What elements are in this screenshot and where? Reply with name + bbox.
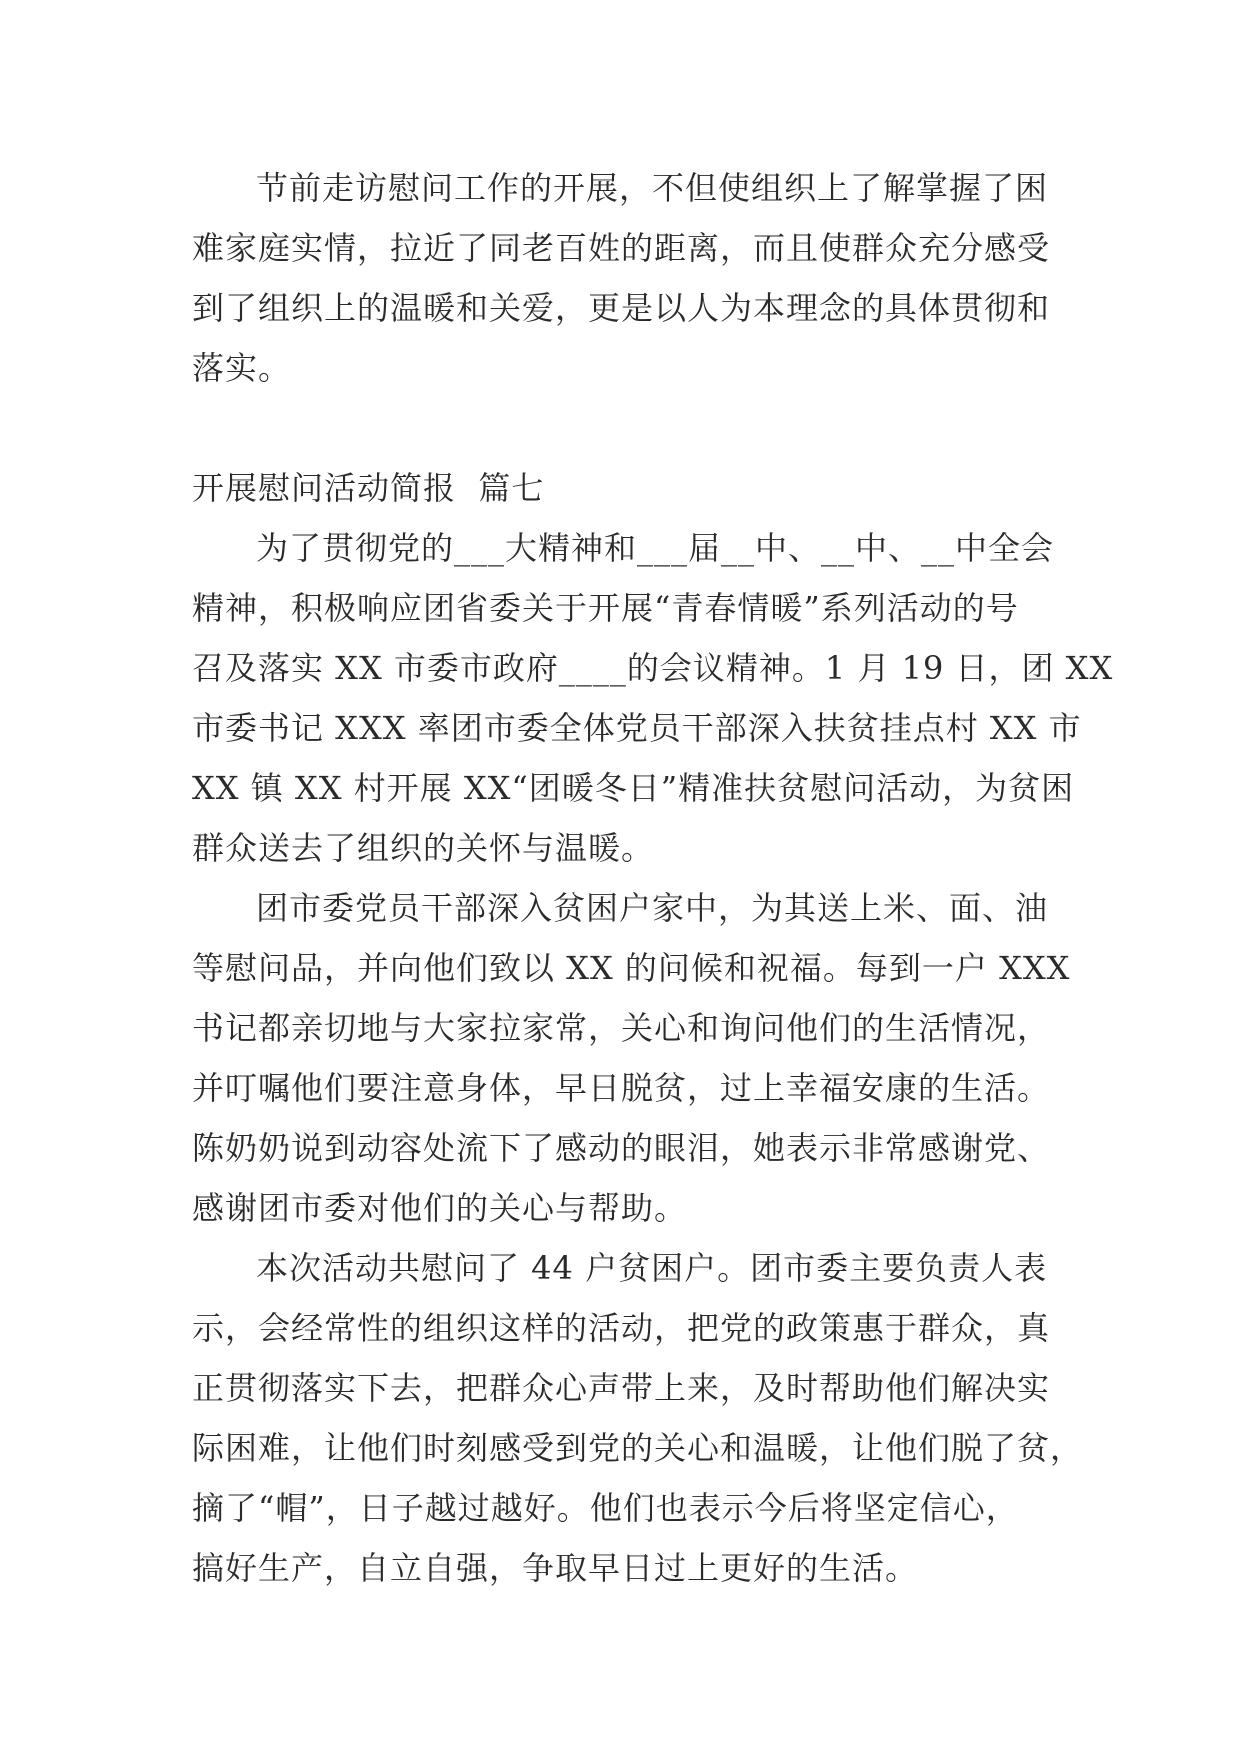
section-title: 开展慰问活动简报 篇七 xyxy=(192,469,545,507)
text-line: 摘了“帽”，日子越过越好。他们也表示今后将坚定信心， xyxy=(192,1489,1019,1527)
text-line: 团市委党员干部深入贫困户家中，为其送上米、面、油 xyxy=(256,889,1049,927)
text-line: 书记都亲切地与大家拉家常，关心和询问他们的生活情况， xyxy=(192,1009,1051,1047)
paragraph-3 xyxy=(192,1238,1084,1598)
text-line: 到了组织上的温暖和关爱，更是以人为本理念的具体贯彻和 xyxy=(192,289,1051,327)
text-line: 为了贯彻党的___大精神和___届__中、__中、__中全会 xyxy=(256,529,1055,567)
text-line: 群众送去了组织的关怀与温暖。 xyxy=(192,829,655,867)
text-line: XX 镇 XX 村开展 XX“团暖冬日”精准扶贫慰问活动，为贫困 xyxy=(192,769,1075,807)
document-page xyxy=(192,158,1114,1598)
text-line: 召及落实 XX 市委市政府____的会议精神。1 月 19 日，团 XX xyxy=(192,649,1114,687)
intro-paragraph xyxy=(192,158,1052,398)
text-line: 陈奶奶说到动容处流下了感动的眼泪，她表示非常感谢党、 xyxy=(192,1129,1051,1167)
text-line: 感谢团市委对他们的关心与帮助。 xyxy=(192,1189,688,1227)
text-line: 节前走访慰问工作的开展，不但使组织上了解掌握了困 xyxy=(256,169,1049,207)
text-line: 市委书记 XXX 率团市委全体党员干部深入扶贫挂点村 XX 市 xyxy=(192,709,1082,747)
section-gap xyxy=(192,398,1052,458)
text-line: 搞好生产，自立自强，争取早日过上更好的生活。 xyxy=(192,1549,919,1587)
text-line: 精神，积极响应团省委关于开展“青春情暖”系列活动的号 xyxy=(192,589,1019,627)
text-line: 本次活动共慰问了 44 户贫困户。团市委主要负责人表 xyxy=(256,1249,1048,1287)
text-line: 际困难，让他们时刻感受到党的关心和温暖，让他们脱了贫， xyxy=(192,1429,1084,1467)
text-line: 等慰问品，并向他们致以 XX 的问候和祝福。每到一户 XXX xyxy=(192,949,1071,987)
text-line: 难家庭实情，拉近了同老百姓的距离，而且使群众充分感受 xyxy=(192,229,1051,267)
text-line: 示，会经常性的组织这样的活动，把党的政策惠于群众，真 xyxy=(192,1309,1051,1347)
text-line: 并叮嘱他们要注意身体，早日脱贫，过上幸福安康的生活。 xyxy=(192,1069,1051,1107)
paragraph-1 xyxy=(192,518,1114,878)
text-line: 正贯彻落实下去，把群众心声带上来，及时帮助他们解决实 xyxy=(192,1369,1051,1407)
text-line: 落实。 xyxy=(192,349,292,387)
paragraph-2 xyxy=(192,878,1071,1238)
